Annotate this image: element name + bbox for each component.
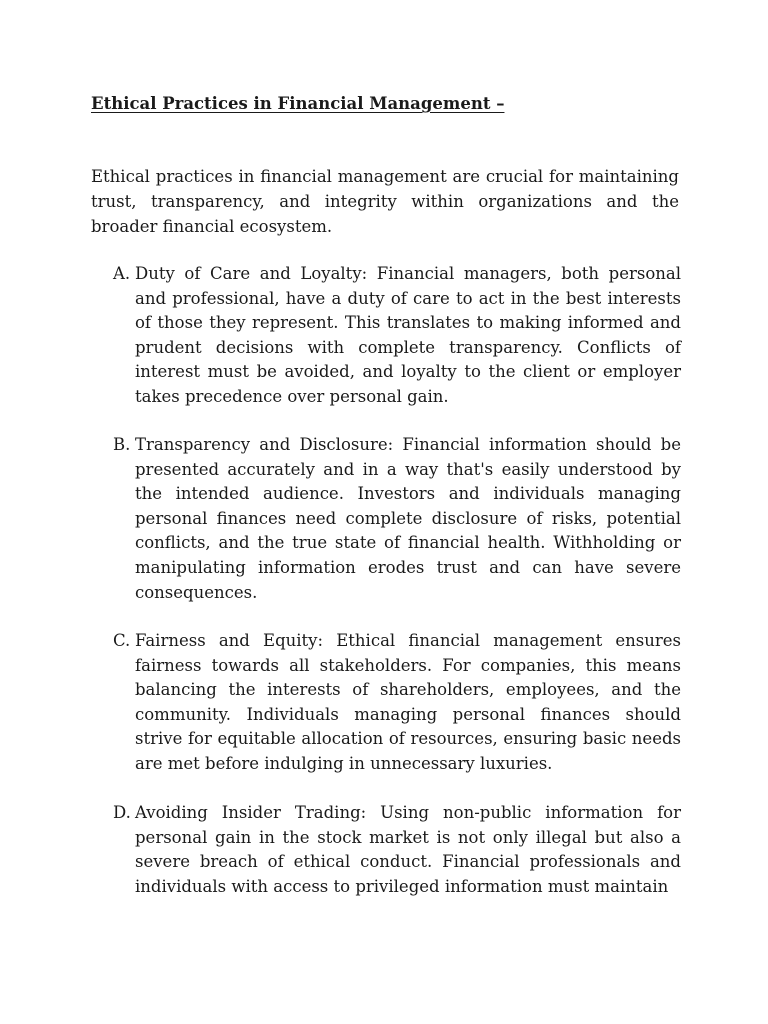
list-item-a bbox=[91, 262, 681, 410]
list-item-c bbox=[91, 629, 681, 777]
list-text-b: Transparency and Disclosure: Financial information should be presented accurately and in a way that's easily understood by the intended audience. Investors and individuals managing personal finances need complete disclosure of risks, potential conflicts, and the true state of financial health. Withholding or manipulating information erodes trust and can have severe consequences. bbox=[135, 435, 681, 602]
list-item-b bbox=[91, 433, 681, 605]
intro-paragraph: Ethical practices in financial management are crucial for maintaining trust, transparency, and integrity within organizations and the broader financial ecosystem. bbox=[91, 167, 679, 236]
list-text-d: Avoiding Insider Trading: Using non-public information for personal gain in the stock market is not only illegal but also a severe breach of ethical conduct. Financial professionals and individuals with access to privileged information must maintain bbox=[135, 803, 681, 896]
list-item-d bbox=[91, 801, 681, 899]
list-text-c: Fairness and Equity: Ethical financial management ensures fairness towards all stakeholders. For companies, this means balancing the interests of shareholders, employees, and the community. Individuals managing personal finances should strive for equitable allocation of resources, ensuring basic needs are met before indulging in unnecessary luxuries. bbox=[135, 631, 681, 773]
document-title: Ethical Practices in Financial Management – bbox=[91, 94, 505, 113]
list-marker-b: B. bbox=[113, 435, 131, 454]
list-marker-d: D. bbox=[113, 803, 131, 822]
list-text-a: Duty of Care and Loyalty: Financial managers, both personal and professional, have a duty of care to act in the best interests of those they represent. This translates to making informed and prudent decisions with complete transparency. Conflicts of interest must be avoided, and loyalty to the client or employer takes precedence over personal gain. bbox=[135, 264, 681, 406]
list-marker-a: A. bbox=[113, 264, 131, 283]
list-marker-c: C. bbox=[113, 631, 131, 650]
